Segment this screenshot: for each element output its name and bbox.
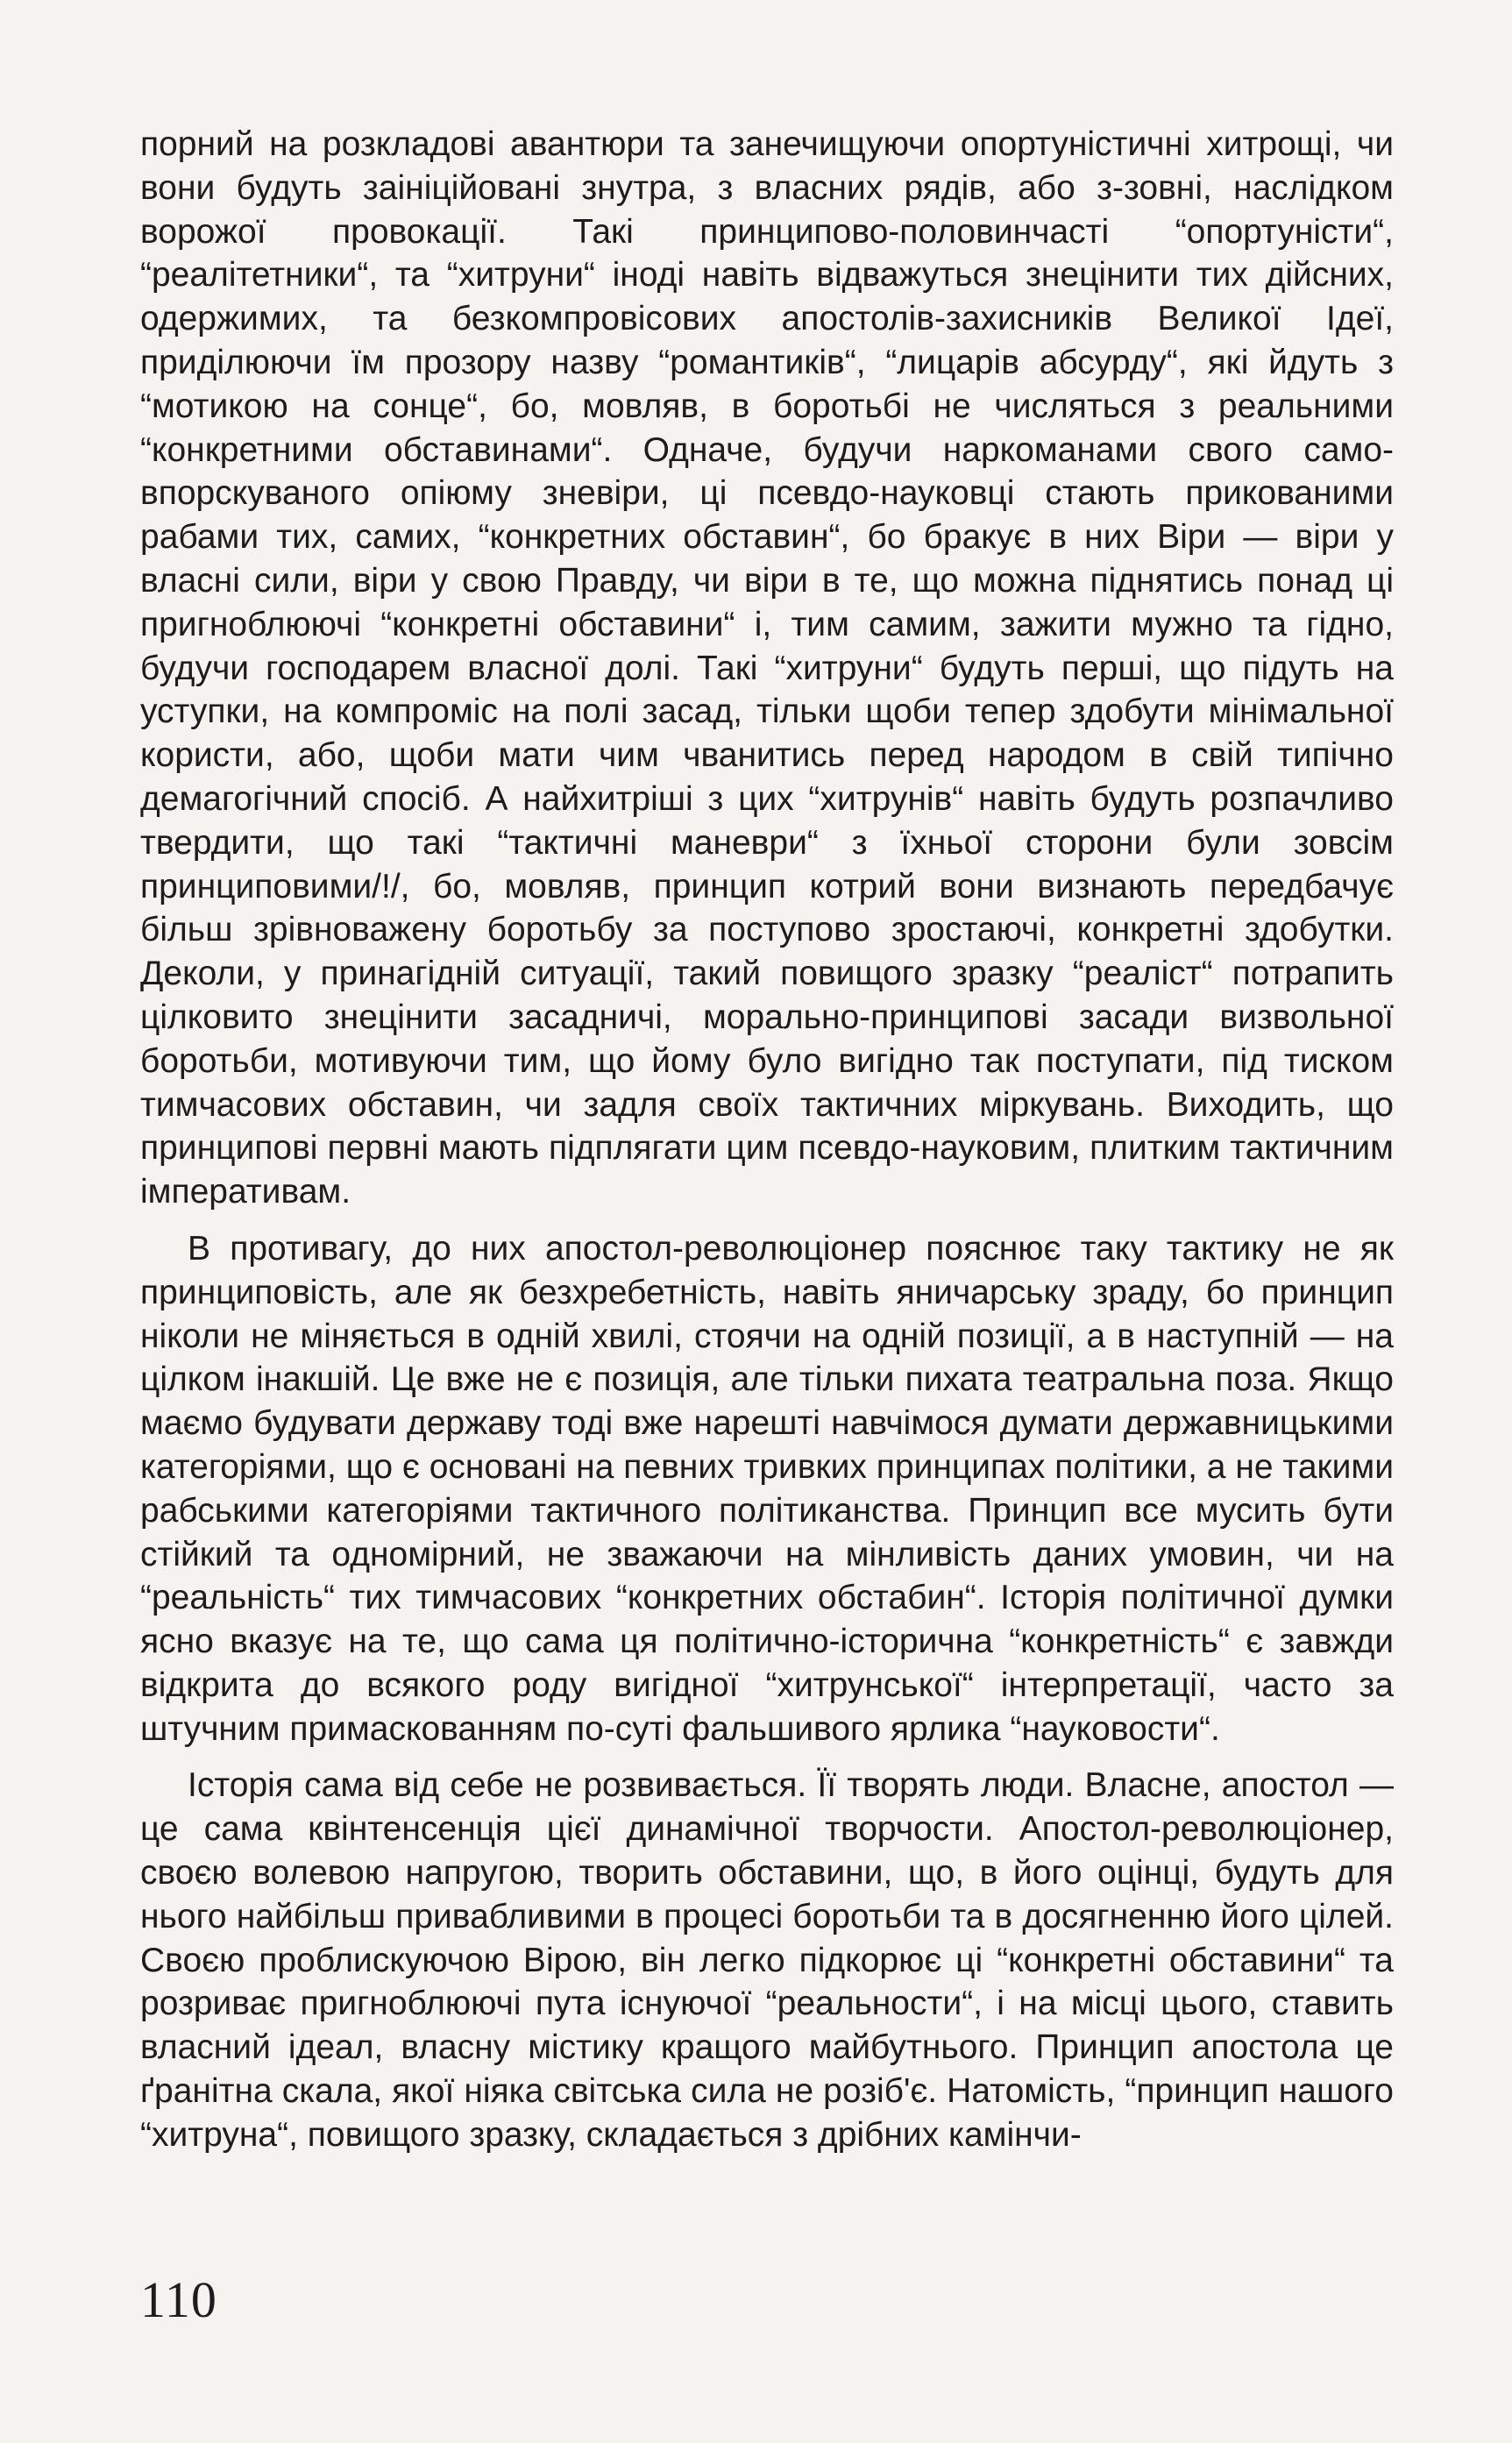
paragraph-3: Історія сама від себе не розвивається. Її творять люди. Власне, апостол — це сама квінтенсенція цієї динамічної творчости. Апостол-революціонер, своєю волевою напругою, творить обставини, що, в його оцінці, будуть для нього найбільш привабливими в процесі боротьби та в досягненню його цілей. Своєю проблискуючою Вірою, він легко підкорює ці “конкретні обставини“ та розриває пригноблюючі пута існуючої “реальности“, і на місці цього, ставить власний ідеал, власну містику кращого майбутнього. Принцип апостола це ґранітна скала, якої ніяка світська сила не розіб'є. Натомість, “принцип нашого “хитруна“, повищого зразку, складається з дрібних камінчи- bbox=[140, 1766, 1394, 2154]
page-body bbox=[140, 123, 1394, 2170]
paragraph-2: В противагу, до них апостол-революціонер пояснює таку тактику не як принциповість, але як безхребетність, навіть яничарську зраду, бо принцип ніколи не міняється в одній хвилі, стоячи на одній позиції, а в наступній — на цілком інакшій. Це вже не є позиція, але тільки пихата театральна поза. Якщо маємо будувати державу тоді вже нарешті навчімося думати державницькими категоріями, що є основані на певних тривких принципах політики, а не такими рабськими категоріями тактичного політиканства. Принцип все мусить бути стійкий та одномірний, не зважаючи на мінливість даних умовин, чи на “реальність“ тих тимчасових “конкретних обстабин“. Історія політичної думки ясно вказує на те, що сама ця політично-історична “конкретність“ є завжди відкрита до всякого роду вигідної “хитрунської“ інтерпретації, часто за штучним примаскованням по-суті фальшивого ярлика “науковости“. bbox=[140, 1229, 1394, 1748]
paragraph-1: порний на розкладові авантюри та занечищуючи опортуністичні хитрощі, чи вони будуть заініційовані знутра, з власних рядів, або з-зовні, наслідком ворожої провокації. Такі принципово-половинчасті “опортуністи“, “реалітетники“, та “хитруни“ іноді навіть відважуться знецінити тих дійсних, одержимих, та безкомпровісових апостолів-захисників Великої Ідеї, приділюючи їм прозору назву “романтиків“, “лицарів абсурду“, які йдуть з “мотикою на сонце“, бо, мовляв, в боротьбі не числяться з реальними “конкретними обставинами“. Одначе, будучи наркоманами свого само-впорскуваного опіюму зневіри, ці псевдо-науковці стають прикованими рабами тих, самих, “конкретних обставин“, бо бракує в них Віри — віри у власні сили, віри у свою Правду, чи віри в те, що можна піднятись понад ці пригноблюючі “конкретні обставини“ і, тим самим, зажити мужно та гідно, будучи господарем власної долі. Такі “хитруни“ будуть перші, що підуть на уступки, на компроміс на полі засад, тільки щоби тепер здобути мінімальної користи, або, щоби мати чим чванитись перед народом в свій типічно демагогічний спосіб. А найхитріші з цих “хитрунів“ навіть будуть розпачливо твердити, що такі “тактичні маневри“ з їхньої сторони були зовсім принциповими/!/, бо, мовляв, принцип котрий вони визнають передбачує більш зрівноважену боротьбу за поступово зростаючі, конкретні здобутки. Деколи, у принагідній ситуації, такий повищого зразку “реаліст“ потрапить цілковито знецінити засадничі, морально-принципові засади визвольної боротьби, мотивуючи тим, що йому було вигідно так поступати, під тиском тимчасових обставин, чи задля своїх тактичних міркувань. Виходить, що принципові первні мають підплягати цим псевдо-науковим, плитким тактичним імперативам. bbox=[140, 125, 1394, 1211]
page-number: 110 bbox=[140, 2271, 217, 2328]
